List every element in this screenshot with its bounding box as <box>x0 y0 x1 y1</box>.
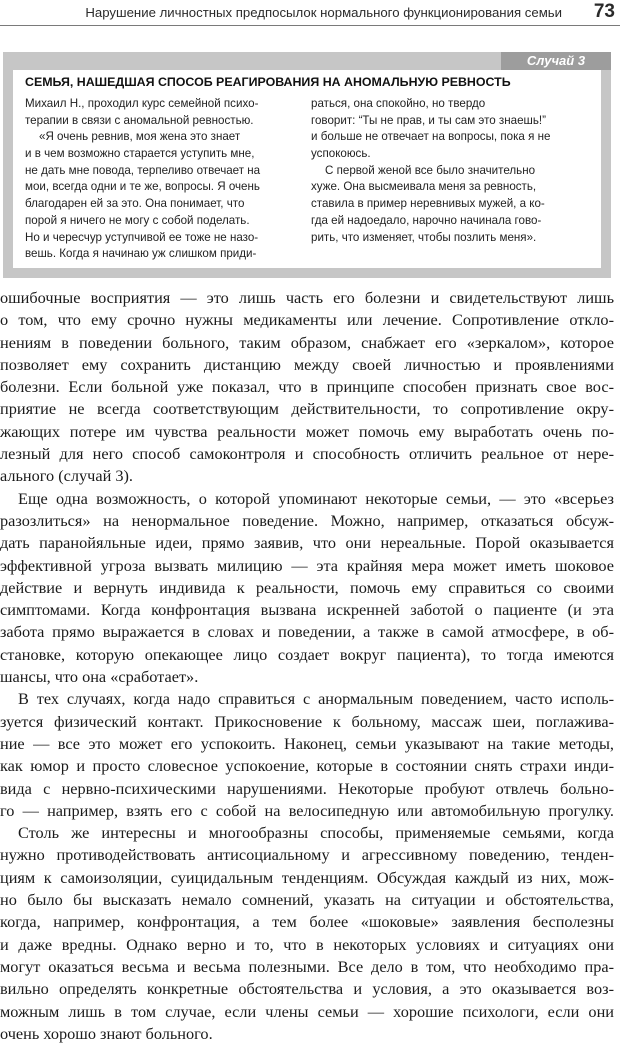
case-line: благодарен ей за это. Она понимает, что <box>25 197 245 211</box>
body-line: когда, например, конфронтация, а тем более «шоковые» заявления бесполезны <box>0 912 614 932</box>
main-body-text <box>0 287 614 1045</box>
body-line: забота прямо выражается в словах и поведении, а также в самой атмосфере, в об- <box>0 622 614 642</box>
body-line: симптомами. Когда конфронтация вызвана искренней заботой о пациенте (и эта <box>0 600 614 620</box>
body-line: разозлиться» на ненормальное поведение. Можно, например, отказаться обсуж- <box>0 510 614 530</box>
body-line: эффективной угроза вызвать милицию — эта крайняя мера может иметь шоковое <box>0 555 614 575</box>
body-line: но было бы высказать немало сомнений, указать на ситуации и обстоятельства, <box>0 890 614 910</box>
running-title: Нарушение личностных предпосылок нормального функционирования семьи <box>85 5 562 20</box>
body-line: дать паранойяльные идеи, прямо заявив, что они нереальные. Порой оказывается <box>0 533 614 553</box>
body-line: В тех случаях, когда надо справиться с анормальным поведением, часто исполь- <box>18 689 614 709</box>
case-line: и больше не отвечает на вопросы, пока я не <box>311 130 551 144</box>
body-line: нениям в поведении больного, таким образом, снабжает его «зеркалом», которое <box>0 332 614 352</box>
case-line: хуже. Она высмеивала меня за ревность, <box>311 180 537 194</box>
case-content <box>13 70 601 268</box>
case-line: говорит: “Ты не прав, и ты сам это знаешь!” <box>311 113 546 127</box>
body-line: ального (случай 3). <box>0 466 134 486</box>
body-line: и даже вредны. Однако верно и то, что в некоторых условиях и ситуациях они <box>0 934 614 954</box>
case-line: гда ей надоедало, нарочно начинала гово- <box>311 213 542 227</box>
body-line: о том, что ему срочно нужны медикаменты или лечение. Сопротивление откло- <box>0 310 614 330</box>
case-line: порой я ничего не могу с собой поделать. <box>25 213 250 227</box>
page-number: 73 <box>593 1 615 22</box>
case-title: СЕМЬЯ, НАШЕДШАЯ СПОСОБ РЕАГИРОВАНИЯ НА АНОМАЛЬНУЮ РЕВНОСТЬ <box>25 75 511 89</box>
body-line: Еще одна возможность, о которой упоминают некоторые семьи, — это «всерьез <box>18 488 614 508</box>
case-tab-label: Случай 3 <box>501 52 611 70</box>
case-line: раться, она спокойно, но твердо <box>311 97 486 110</box>
body-line: болезни. Если больной уже показал, что в принципе способен признать свое вос- <box>0 377 614 397</box>
body-line: ошибочные восприятия — это лишь часть его болезни и свидетельствуют лишь <box>0 288 614 307</box>
case-line: успокоюсь. <box>311 147 371 161</box>
body-line: жающих потере им чувства реальности может помочь ему выработать очень по- <box>0 421 614 441</box>
body-line: циям к самоизоляции, суицидальным тенденциям. Обсуждая каждый из них, мож- <box>0 867 614 887</box>
case-line: мои, всегда одни и те же, вопросы. Я очень <box>25 180 260 194</box>
body-line: ние — все это может его успокоить. Наконец, семьи указывают на такие методы, <box>0 733 614 753</box>
case-left-column <box>25 96 305 263</box>
case-line: вешь. Когда я начинаю уж слишком приди- <box>25 247 257 261</box>
body-line: приятие не всегда соответствующим действительности, то сопротивление окру- <box>0 399 614 419</box>
body-line: Столь же интересны и многообразны способы, применяемые семьями, когда <box>18 823 614 843</box>
case-line: Но и чересчур уступчивой ее тоже не назо- <box>25 230 259 244</box>
body-line: как юмор и просто словесное успокоение, которые в состоянии снять страхи инди- <box>0 756 614 776</box>
case-line: Михаил Н., проходил курс семейной психо- <box>25 97 259 110</box>
body-line: действие и вернуть индивида к реальности, помочь ему справиться со своими <box>0 577 614 597</box>
case-line: «Я очень ревнив, моя жена это знает <box>39 130 241 144</box>
body-line: го — например, взять его с собой на велосипедную или автомобильную прогулку. <box>0 800 614 820</box>
body-line: позволяет ему сохранить дистанцию между своей личностью и проявлениями <box>0 354 614 374</box>
case-line: терапии в связи с аномальной ревностью. <box>25 113 254 127</box>
body-line: зуется физический контакт. Прикосновение к больному, массаж шеи, поглажива- <box>0 711 614 731</box>
case-line: С первой женой все было значительно <box>325 163 536 177</box>
case-line: не дать мне повода, терпеливо отвечает на <box>25 163 261 177</box>
case-line: ставила в пример неревнивых мужей, а ко- <box>311 197 545 211</box>
case-study-box <box>3 52 611 278</box>
body-line: очень хорошо знают больного. <box>0 1023 213 1043</box>
body-line: становке, которую опекающее лицо создает вокруг пациента), то тогда имеются <box>0 644 614 664</box>
body-line: нужно противодействовать антисоциальному и агрессивному поведению, тенден- <box>0 845 614 865</box>
case-line: рить, что изменяет, чтобы позлить меня». <box>311 230 537 244</box>
body-line: можным лишь в том случае, если члены семьи — хорошие психологи, если они <box>0 1001 614 1021</box>
case-line: и в чем возможно старается уступить мне, <box>25 147 255 161</box>
body-line: лезный для него способ самоконтроля и способность отличить реальное от нере- <box>0 444 614 464</box>
body-line: вида с нервно-психическими нарушениями. Некоторые пробуют отвлечь больно- <box>0 778 614 798</box>
body-line: шансы, что она «сработает». <box>0 667 199 687</box>
body-line: могут оказаться весьма и весьма полезными. Все дело в том, что необходимо пра- <box>0 956 614 976</box>
case-right-column <box>311 96 591 246</box>
header-rule <box>0 25 620 26</box>
running-header <box>0 0 620 28</box>
body-line: вильно определять конкретные обстоятельства и условия, а это оказывается воз- <box>0 979 614 999</box>
